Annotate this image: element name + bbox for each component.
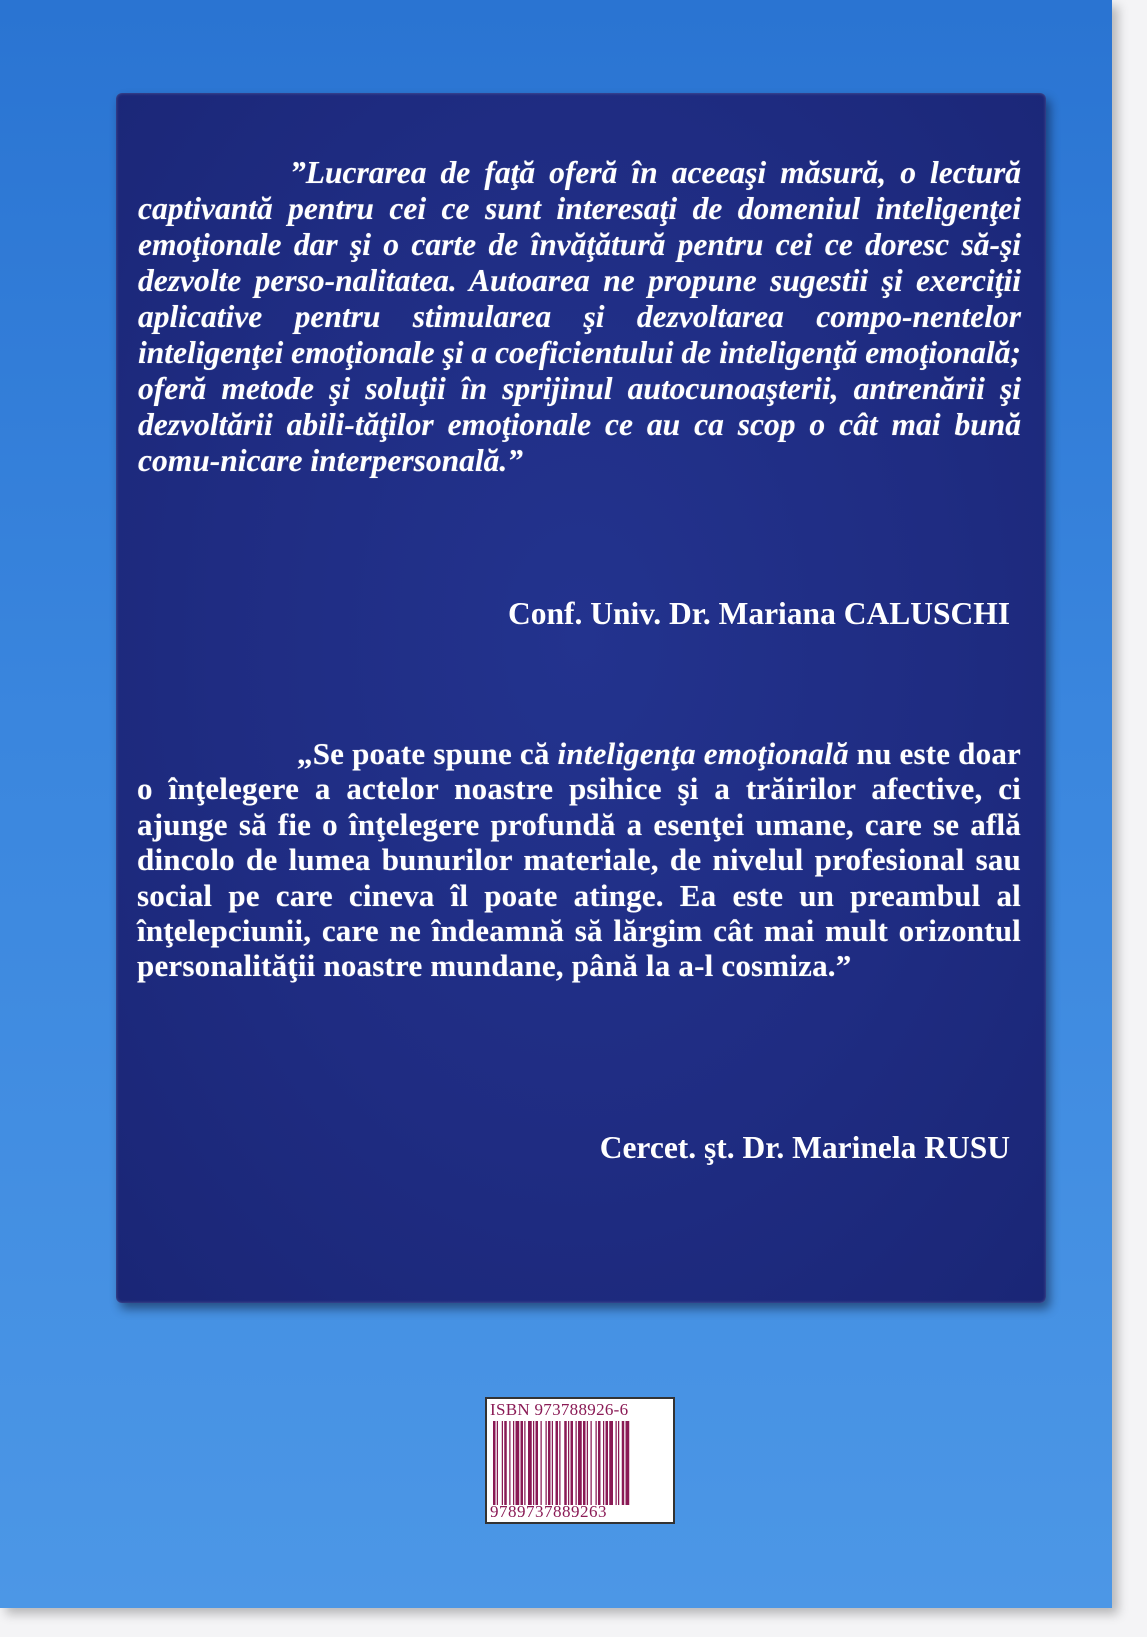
author-second: Cercet. şt. Dr. Marinela RUSU [599,1130,1010,1165]
barcode-bar [578,1421,582,1505]
barcode-bar [502,1421,503,1505]
quote-second-start: „Se poate spune că [297,736,558,771]
barcode-bar [546,1421,547,1505]
barcode-bar [559,1421,560,1505]
barcode-bar [591,1421,592,1505]
barcode-bar [598,1421,601,1505]
barcode-bar [552,1421,553,1505]
barcode-bar [622,1421,625,1505]
barcode-bar [576,1421,577,1505]
barcode-bar [618,1421,619,1505]
barcode-icon [491,1421,669,1505]
author-first: Conf. Univ. Dr. Mariana CALUSCHI [507,596,1010,631]
barcode-bar [564,1421,567,1505]
barcode-bar [626,1421,630,1505]
barcode-bar [571,1421,574,1505]
quote-second [137,736,1021,984]
barcode-bar [513,1421,514,1505]
barcode-bar [541,1421,542,1505]
barcode-bar [533,1421,534,1505]
barcode-bar [524,1421,525,1505]
barcode-bar [606,1421,609,1505]
barcode-bar [521,1421,524,1505]
barcode-bar [587,1421,588,1505]
quote-second-emphasis: inteligenţa emoţională [557,736,849,771]
barcode-bar [609,1421,613,1505]
barcode-bar [583,1421,586,1505]
barcode-bar [548,1421,551,1505]
text-panel [116,93,1046,1303]
quote-first: ”Lucrarea de faţă oferă în aceeaşi măsură, o lectură captivantă pentru cei ce sunt interesaţi de domeniul inteligenţei emoţionale dar şi o carte de învăţătură pentru cei ce doresc să-şi dezvolte perso-nalitatea. Autoarea ne propune sugestii şi exerciţii aplicative pentru stimularea şi dezvoltarea compo-nentelor inteligenţei emoţionale şi a coeficientului de inteligenţă emoţională; oferă metode şi soluţii în sprijinul autocunoaşterii, antrenării şi dezvoltării abili-tăţilor emoţionale ce au ca scop o cât mai bună comu-nicare interpersonală.” [138,155,1021,478]
barcode-bar [556,1421,559,1505]
isbn-barcode-block [485,1397,675,1524]
barcode-bar [536,1421,539,1505]
barcode-bar [504,1421,507,1505]
barcode-bar [568,1421,569,1505]
barcode-bar [616,1421,617,1505]
barcode-bar [603,1421,604,1505]
quote-second-rest: nu este doar o înţelegere a actelor noastre psihice şi a trăirilor afective, ci ajunge să fie o înţelegere profundă a esenţei umane, care se află dincolo de lumea bunurilor materiale, de nivelul profesional sau social pe care cineva îl poate atinge. Ea este un preambul al înţelepciunii, care ne îndeamnă să lărgim cât mai mult orizontul personalităţii noastre mundane, până la a-l cosmiza.” [137,736,1021,984]
barcode-bar [528,1421,532,1505]
barcode-bar [596,1421,597,1505]
barcode-bar [509,1421,510,1505]
barcode-bar [493,1421,496,1505]
isbn-label: ISBN 973788926-6 [490,1400,629,1419]
barcode-bar [497,1421,498,1505]
barcode-bar [516,1421,520,1505]
ean-digits: 9789737889263 [490,1502,607,1521]
